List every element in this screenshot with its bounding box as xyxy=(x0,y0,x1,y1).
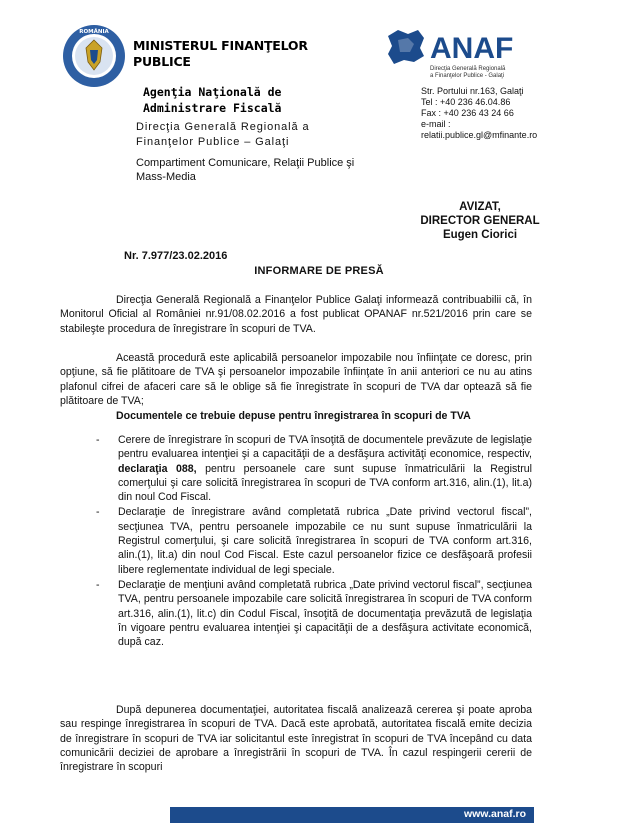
document-title: INFORMARE DE PRESĂ xyxy=(254,265,384,277)
ministry-line-1: MINISTERUL FINANŢELOR xyxy=(133,38,308,53)
contact-tel: Tel : +40 236 46.04.86 xyxy=(421,97,511,107)
footer-bar xyxy=(170,807,534,823)
section-heading-text: Documentele ce trebuie depuse pentru înregistrarea în scopuri de TVA xyxy=(116,410,471,422)
list-item xyxy=(96,578,532,649)
approval-block xyxy=(390,200,570,242)
seal-text: ROMÂNIA xyxy=(79,29,109,35)
list-item xyxy=(96,505,532,576)
footer-url-link[interactable]: www.anaf.ro xyxy=(463,808,526,820)
ministry-seal-icon xyxy=(62,24,126,88)
logo-text: ANAF xyxy=(430,32,514,65)
contact-fax: Fax : +40 236 43 24 66 xyxy=(421,108,514,118)
contact-address: Str. Portului nr.163, Galaţi xyxy=(421,86,524,96)
list-dash: - xyxy=(96,506,100,519)
section-heading xyxy=(60,409,532,423)
logo-sub-1: Direcţia Generală Regională xyxy=(430,66,506,72)
list-item-text: Cerere de înregistrare în scopuri de TVA însoţită de documentele prevăzute de legislaţie pentru evaluarea intenţiei şi a capacităţii de a desfăşura activităţi economice, respectiv, xyxy=(118,434,532,461)
compartment-line-1: Compartiment Comunicare, Relaţii Publice şi xyxy=(136,157,355,169)
compartment-line-2: Mass-Media xyxy=(136,171,196,183)
anaf-logo-icon xyxy=(384,26,540,82)
directorate-name xyxy=(136,120,309,150)
paragraph-intro: Direcţia Generală Regională a Finanţelor Publice Galaţi informează contribuabilii că, în Monitorul Oficial al României nr.91/08.02.2016 a fost publicat OPANAF nr.521/2016 prin care se stabileşte procedura de înregistrare în scopuri de TVA. xyxy=(60,294,532,335)
list-item-bold: declaraţia 088, xyxy=(118,462,197,475)
ministry-line-2: PUBLICE xyxy=(133,54,191,69)
agency-line-1: Agenţia Naţională de xyxy=(143,85,282,99)
list-item xyxy=(96,433,532,504)
approval-signatory: Eugen Ciorici xyxy=(442,229,518,241)
agency-name xyxy=(143,84,281,116)
directorate-line-2: Finanţelor Publice – Galaţi xyxy=(136,136,290,148)
paragraph-scope: Această procedură este aplicabilă persoanelor impozabile nou înfiinţate ce doresc, prin opţiune, să fie plătitoare de TVA şi persoanelor impozabile înfiinţate în anii anteriori ce nu au atins plafonul cifrei de afaceri care să le oblige să fie înregistrate în scopuri de TVA dar optează să fie plătitoare de TVA; xyxy=(60,352,532,407)
list-item-text: Declaraţie de înregistrare având completată rubrica „Date privind vectorul fiscal”, secţiunea TVA, pentru persoanele impozabile ce nu sunt supuse înmatriculării la Registrul comerţului, şi care solicită înregistrarea în scopuri de TVA conform art.316, alin.(1), lit.a) din noul Cod Fiscal. Este cazul persoanelor fizice ce desfăşoară profesii libere reglementate individual de legi speciale. xyxy=(118,506,532,576)
contact-email: relatii.publice.gl@mfinante.ro xyxy=(421,130,538,140)
list-dash: - xyxy=(96,578,100,591)
contact-block xyxy=(421,86,537,141)
list-item-text-post: pentru persoanele care sunt supuse înmatriculării la Registrul comerţului şi care solicită înregistrarea în scopuri de TVA conform art.316, alin.(1), lit.a) din noul Cod Fiscal. xyxy=(118,462,532,504)
required-documents-list xyxy=(96,433,532,650)
directorate-line-1: Direcţia Generală Regională a xyxy=(136,121,310,133)
compartment-name xyxy=(136,156,354,184)
document-number: Nr. 7.977/23.02.2016 xyxy=(124,250,228,262)
agency-line-2: Administrare Fiscală xyxy=(143,101,282,115)
logo-sub-2: a Finanţelor Publice - Galaţi xyxy=(430,73,505,79)
contact-email-label: e-mail : xyxy=(421,119,451,129)
approval-line-1: AVIZAT, xyxy=(459,201,501,213)
paragraph-procedure: După depunerea documentaţiei, autoritatea fiscală analizează cererea şi poate aproba sau respinge înregistrarea în scopuri de TVA. Dacă este aprobată, autoritatea fiscală emite decizia de înregistrare în scopuri de TVA iar solicitantul este înregistrat în scopuri de TVA începând cu data comunicării deciziei de aprobare a înregistrării în scopuri de TVA. În cazul respingerii cererii de înregistrare în scopuri xyxy=(60,704,532,774)
ministry-name xyxy=(133,38,308,70)
list-item-text: Declaraţie de menţiuni având completată rubrica „Date privind vectorul fiscal”, secţiunea TVA, pentru persoanele impozabile care solicită înregistrarea în scopuri de TVA conform art.316, alin.(1), lit.c) din Codul Fiscal, însoţită de documentaţia prevăzută de legislaţia în vigoare pentru evaluarea intenţiei şi capacităţii de a desfăşura activitate economică, după caz. xyxy=(118,578,532,649)
list-dash: - xyxy=(96,434,100,446)
approval-line-2: DIRECTOR GENERAL xyxy=(420,215,540,227)
